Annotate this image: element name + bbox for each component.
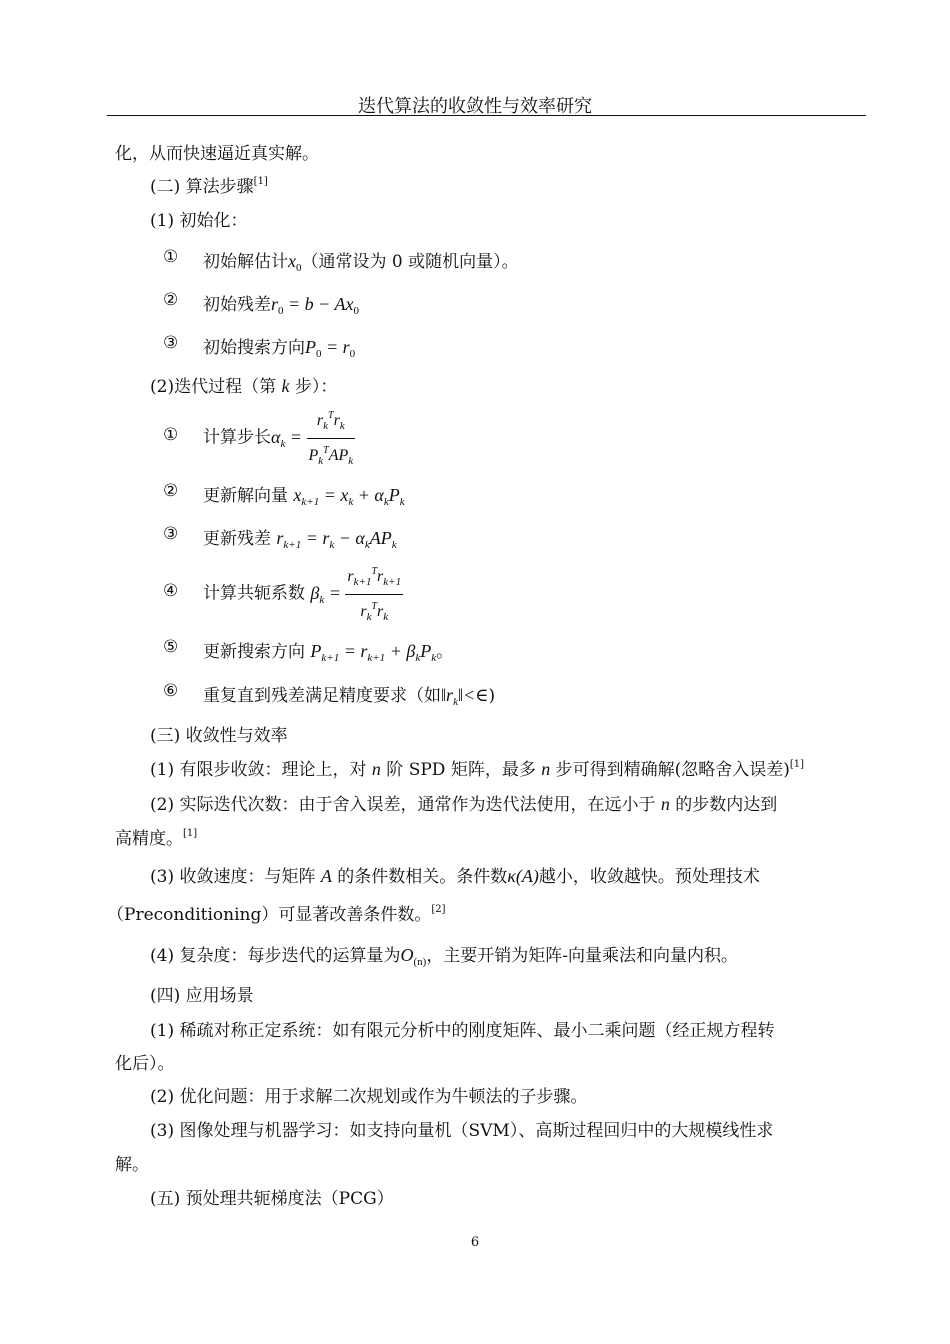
iter-item-1-label: 计算步长 — [203, 427, 271, 448]
init-title: (1) 初始化： — [150, 211, 248, 231]
iter-item-6-label: 重复直到残差满足精度要求（如 — [203, 686, 441, 706]
iter-item-5-label: 更新搜索方向 — [203, 642, 305, 662]
iter-item-3-label: 更新残差 — [203, 529, 271, 549]
sec3-paragraph-3: (3) 收敛速度：与矩阵 A 的条件数相关。条件数κ(A)越小，收敛越快。预处理技术 — [150, 866, 760, 887]
init-item-2 — [203, 290, 359, 317]
init-item-3-label: 初始搜索方向 — [203, 338, 305, 358]
init-item-3 — [203, 333, 355, 360]
sec4-paragraph-3: (3) 图像处理与机器学习：如支持向量机（SVM）、高斯过程回归中的大规模线性求 — [150, 1121, 774, 1141]
formula-tolerance: $‖r_k‖<\in$ — [441, 685, 489, 708]
section-2-ref: [1] — [253, 176, 268, 187]
init-item-2-label: 初始残差 — [203, 295, 271, 315]
page-header-title: 迭代算法的收敛性与效率研究 — [358, 96, 592, 117]
sec3-paragraph-4: (4) 复杂度：每步迭代的运算量为$O_{(n)}$，主要开销为矩阵-向量乘法和向量内积。 — [150, 945, 739, 968]
section-2-heading — [150, 172, 268, 197]
formula-kappa: κ(A) — [507, 866, 539, 886]
sec3-paragraph-2: (2) 实际迭代次数：由于舍入误差，通常作为迭代法使用，在远小于 n 的步数内达到 — [150, 794, 778, 815]
section-3-title: (三) 收敛性与效率 — [150, 726, 288, 746]
sec3-paragraph-1: (1) 有限步收敛：理论上，对 n 阶 SPD 矩阵，最多 n 步可得到精确解(忽略舍入误差)[1] — [150, 759, 805, 780]
iter-item-6-marker: ⑥ — [163, 681, 179, 701]
sec4-paragraph-3-cont: 解。 — [115, 1155, 149, 1175]
iter-item-1 — [203, 405, 355, 472]
formula-complexity: $O_{(n)}$ — [400, 945, 427, 968]
header-rule — [107, 115, 866, 116]
iter-title: (2)迭代过程（第 k 步）： — [150, 376, 338, 397]
init-item-1-marker: ① — [163, 247, 179, 267]
init-item-1-note: （通常设为 0 或随机向量）。 — [301, 252, 519, 272]
init-item-3-marker: ③ — [163, 333, 179, 353]
sec3-paragraph-3-cont: （Preconditioning）可显著改善条件数。[2] — [107, 904, 446, 925]
section-5-title: (五) 预处理共轭梯度法（PCG） — [150, 1189, 394, 1209]
sec4-paragraph-1: (1) 稀疏对称正定系统：如有限元分析中的刚度矩阵、最小二乘问题（经正规方程转 — [150, 1021, 775, 1041]
formula-x0: $x_0$ — [288, 251, 302, 274]
iter-item-5: 更新搜索方向 $P_{k+1} = r_{k+1} + \beta_kP_k$。 — [203, 641, 454, 664]
formula-p0: $P_0 = r_0$ — [305, 337, 356, 360]
init-item-1 — [203, 247, 519, 274]
sec3-paragraph-2-cont: 高精度。[1] — [115, 828, 198, 849]
iter-item-2-marker: ② — [163, 481, 179, 501]
section-2-title: (二) 算法步骤 — [150, 177, 254, 197]
formula-r0: $r_0 = b - Ax_0$ — [271, 294, 359, 317]
iter-item-1-marker: ① — [163, 425, 179, 445]
init-item-2-marker: ② — [163, 290, 179, 310]
sec4-paragraph-2: (2) 优化问题：用于求解二次规划或作为牛顿法的子步骤。 — [150, 1087, 588, 1107]
formula-alpha: $\alpha_k$ = $\frac{r_k^Tr_k}{P_k^TAP_k}$ — [271, 427, 355, 447]
iter-item-2 — [203, 481, 405, 508]
sec4-paragraph-1-cont: 化后）。 — [115, 1054, 175, 1074]
section-4-title: (四) 应用场景 — [150, 986, 254, 1006]
iter-item-3 — [203, 524, 397, 551]
intro-line: 化，从而快速逼近真实解。 — [115, 144, 319, 164]
formula-x-update: $x_{k+1} = x_k + \alpha_kP_k$ — [293, 485, 405, 508]
formula-r-update: $r_{k+1} = r_k - \alpha_kAP_k$ — [276, 528, 397, 551]
formula-p-update: $P_{k+1} = r_{k+1} + \beta_kP_k$ — [310, 641, 437, 664]
iter-item-5-marker: ⑤ — [163, 637, 179, 657]
init-item-1-label: 初始解估计 — [203, 252, 288, 272]
page-number: 6 — [470, 1235, 480, 1250]
iter-item-4-label: 计算共轭系数 — [203, 583, 305, 604]
iter-item-4-marker: ④ — [163, 581, 179, 601]
iter-item-3-marker: ③ — [163, 524, 179, 544]
iter-item-2-label: 更新解向量 — [203, 486, 288, 506]
formula-beta: $\beta_k$ = $\frac{r_{k+1}^Tr_{k+1}}{r_k^Tr_k}$ — [310, 583, 403, 603]
iter-item-4 — [203, 561, 403, 628]
iter-item-6: 重复直到残差满足精度要求（如$‖r_k‖<\in$) — [203, 685, 496, 708]
